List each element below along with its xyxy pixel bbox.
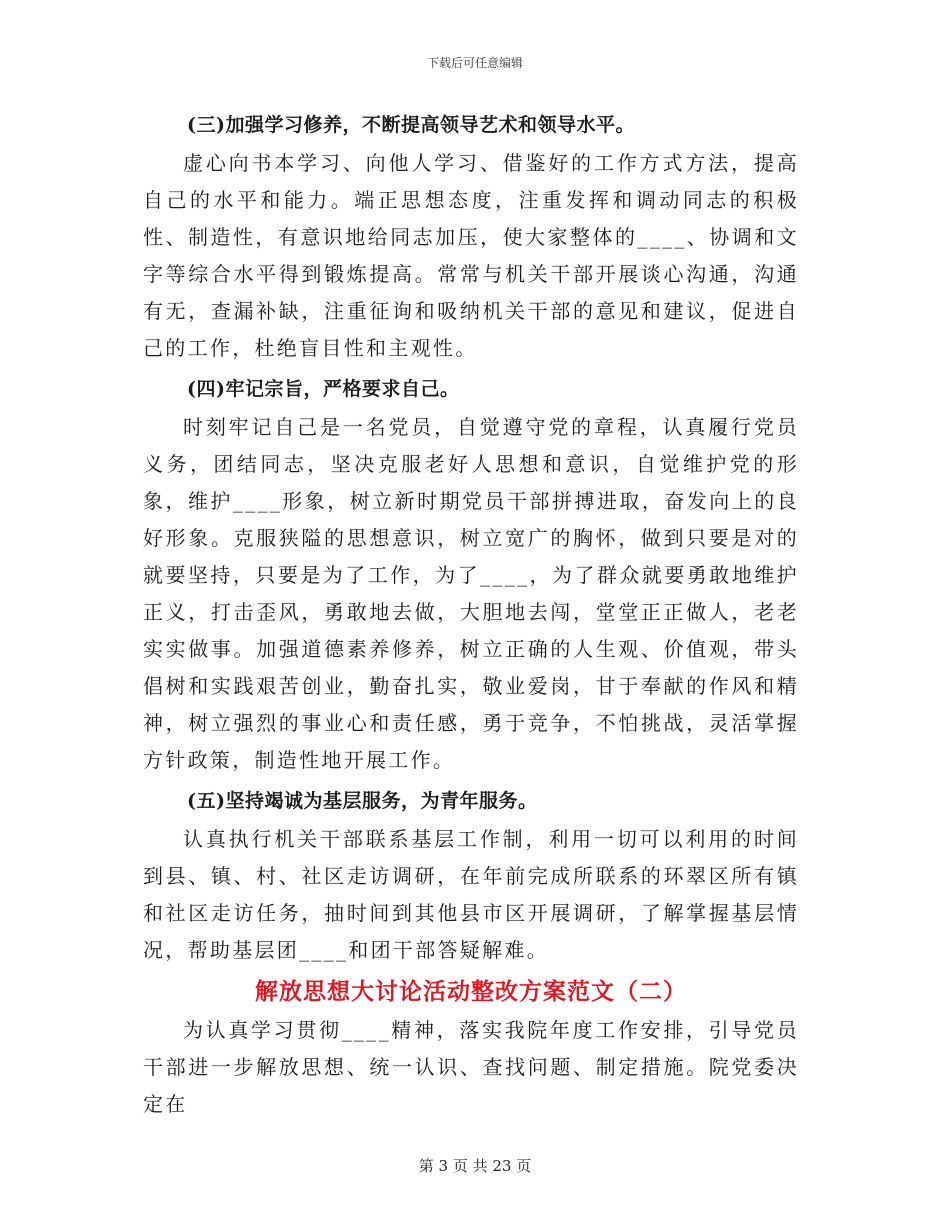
page-footer: 第 3 页 共 23 页: [418, 1157, 532, 1175]
intro-paragraph: 为认真学习贯彻____精神，落实我院年度工作安排，引导党员干部进一步解放思想、统一认识、查找问题、制定措施。院党委决定在: [143, 1018, 799, 1116]
section-paragraph-5: 认真执行机关干部联系基层工作制，利用一切可以利用的时间到县、镇、村、社区走访调研，在年前完成所联系的环翠区所有镇和社区走访任务，抽时间到其他县市区开展调研，了解掌握基层情况，帮助基层团____和团干部答疑解难。: [143, 827, 799, 962]
page-header: 下载后可任意编辑: [426, 56, 523, 70]
section-heading-5: (五)坚持竭诚为基层服务，为青年服务。: [187, 790, 538, 812]
section-paragraph-3: 虚心向书本学习、向他人学习、借鉴好的工作方式方法，提高自己的水平和能力。端正思想态度，注重发挥和调动同志的积极性、制造性，有意识地给同志加压，使大家整体的____、协调和文字等综合水平得到锻炼提高。常常与机关干部开展谈心沟通，沟通有无，查漏补缺，注重征询和吸纳机关干部的意见和建议，促进自己的工作，杜绝盲目性和主观性。: [143, 151, 799, 360]
section-heading-4: (四)牢记宗旨，严格要求自己。: [187, 378, 460, 400]
document-title: 解放思想大讨论活动整改方案范文（二）: [255, 978, 687, 1005]
section-paragraph-4: 时刻牢记自己是一名党员，自觉遵守党的章程，认真履行党员义务，团结同志，坚决克服老好人思想和意识，自觉维护党的形象，维护____形象，树立新时期党员干部拼搏进取，奋发向上的良好形象。克服狭隘的思想意识，树立宽广的胸怀，做到只要是对的就要坚持，只要是为了工作，为了____，为了群众就要勇敢地维护正义，打击歪风，勇敢地去做，大胆地去闯，堂堂正正做人，老老实实做事。加强道德素养修养，树立正确的人生观、价值观，带头倡树和实践艰苦创业，勤奋扎实，敬业爱岗，甘于奉献的作风和精神，树立强烈的事业心和责任感，勇于竞争，不怕挑战，灵活掌握方针政策，制造性地开展工作。: [143, 415, 799, 772]
document-body: [143, 107, 799, 1123]
section-heading-3: (三)加强学习修养，不断提高领导艺术和领导水平。: [187, 114, 635, 136]
